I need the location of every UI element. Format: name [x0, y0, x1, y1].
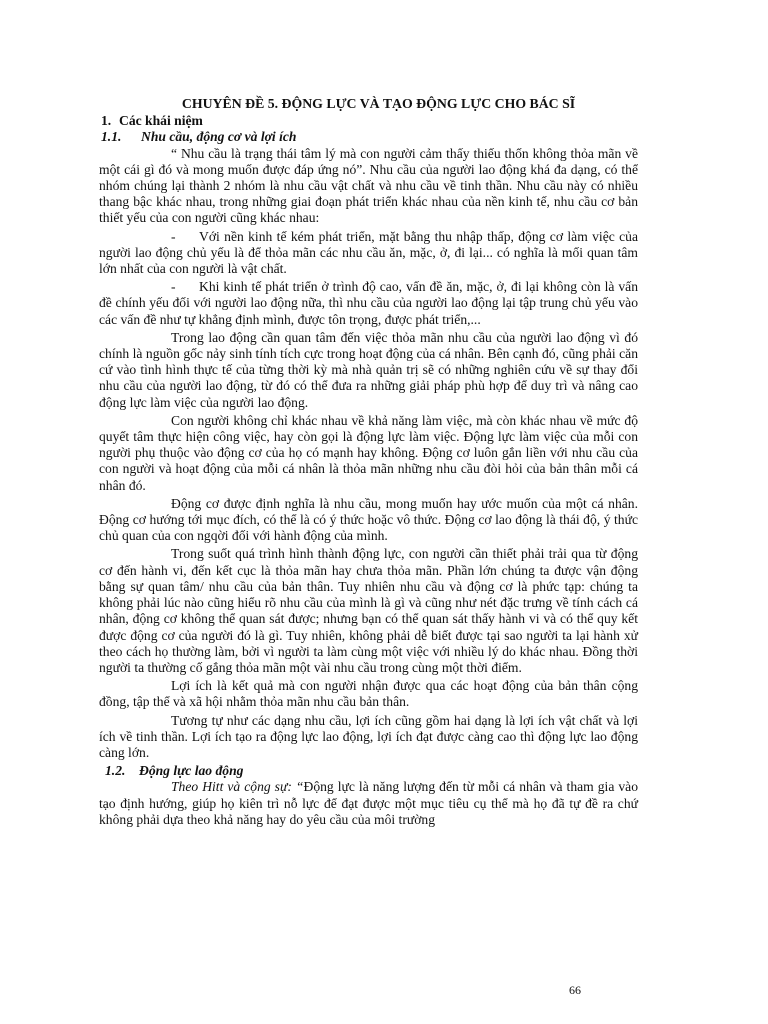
page-number: 66	[569, 983, 581, 997]
subsection-heading-1-2	[99, 763, 638, 779]
paragraph: Lợi ích là kết quả mà con người nhận được qua các hoạt động của bản thân cộng đồng, tập thể và xã hội nhằm thỏa mãn nhu cầu bản thân.	[99, 678, 638, 710]
bullet-dash: -	[171, 228, 176, 244]
quote-text: Động lực là năng lượng đến từ mỗi cá nhân và tham gia vào tạo định hướng, giúp họ kiên trì nỗ lực để đạt được một mục tiêu cụ thể mà họ đã tự đề ra chứ không phải dựa theo khả năng hay do yêu cầu của môi trường	[99, 779, 638, 827]
bullet-text: Khi kinh tế phát triển ở trình độ cao, vấn đề ăn, mặc, ở, đi lại không còn là vấn đề chính yếu đối với người lao động nữa, thì nhu cầu của người lao động lại tập trung chủ yếu vào các vấn đề như tự khẳng định mình, được tôn trọng, được phát triển,...	[99, 279, 638, 327]
subsection-label: Nhu cầu, động cơ và lợi ích	[141, 129, 297, 145]
page-title: CHUYÊN ĐỀ 5. ĐỘNG LỰC VÀ TẠO ĐỘNG LỰC CHO BÁC SĨ	[181, 96, 576, 111]
citation-italic: Theo Hitt và cộng sự: “	[171, 779, 304, 795]
paragraph: Tương tự như các dạng nhu cầu, lợi ích cũng gồm hai dạng là lợi ích vật chất và lợi ích về tinh thần. Lợi ích tạo ra động lực lao động, lợi ích đạt được càng cao thì động lực lao động càng lớn.	[99, 712, 638, 760]
subsection-label: Động lực lao động	[139, 763, 244, 779]
paragraph: Con người không chỉ khác nhau về khả năng làm việc, mà còn khác nhau về mức độ quyết tâm thực hiện công việc, hay còn gọi là động lực làm việc. Động lực làm việc của mỗi con người phụ thuộc vào động cơ của họ có mạnh hay không. Động cơ luôn gắn liền với nhu cầu của con người và hoạt động của mỗi cá nhân là thỏa mãn những nhu cầu đòi hỏi của bản thân mỗi cá nhân đó.	[99, 412, 638, 493]
bullet-item	[99, 229, 638, 278]
section-label: Các khái niệm	[119, 113, 203, 129]
subsection-number: 1.2.	[105, 763, 126, 779]
paragraph: Trong lao động cần quan tâm đến việc thỏa mãn nhu cầu của người lao động vì đó chính là nguồn gốc nảy sinh tính tích cực trong hoạt động của cá nhân. Bên cạnh đó, cũng phải căn cứ vào tình hình thực tế của từng thời kỳ mà nhà quản trị sẽ có những nghiên cứu về sự thay đổi nhu cầu của người lao động, từ đó có thể đưa ra những giải pháp phù hợp để duy trì và nâng cao động lực làm việc của người lao động.	[99, 329, 638, 410]
bullet-dash: -	[171, 279, 176, 295]
section-heading-1	[99, 113, 638, 129]
paragraph-needs-definition: “ Nhu cầu là trạng thái tâm lý mà con người cảm thấy thiếu thốn không thỏa mãn về một cái gì đó và mong muốn được đáp ứng nó”. Nhu cầu của người lao động khá đa dạng, có thể nhóm chúng lại thành 2 nhóm là nhu cầu vật chất và nhu cầu về tinh thần. Nhu cầu này có nhiều thang bậc khác nhau, trong những giai đoạn phát triển khác nhau của nền kinh tế, nhu cầu cơ bản thiết yếu của con người cũng khác nhau:	[99, 145, 638, 226]
bullet-text: Với nền kinh tế kém phát triển, mặt bằng thu nhập thấp, động cơ làm việc của người lao động chủ yếu là để thỏa mãn các nhu cầu ăn, mặc, ở, đi lại... có nghĩa là mối quan tâm lớn nhất của con người là vật chất.	[99, 228, 638, 277]
section-number: 1.	[101, 113, 112, 129]
paragraph-motivation-definition	[99, 779, 638, 828]
bullet-item	[99, 279, 638, 328]
subsection-heading-1-1	[99, 129, 638, 145]
paragraph: Trong suốt quá trình hình thành động lực, con người cần thiết phải trải qua từ động cơ đến hành vi, đến kết cục là thỏa mãn hay chưa thỏa mãn. Phần lớn chúng ta được vận động bằng sự quan tâm/ nhu cầu của bản thân. Tuy nhiên nhu cầu và động cơ là phức tạp: chúng ta không phải lúc nào cũng hiểu rõ nhu cầu của mình là gì và cũng như nét đặc trưng về tính cách cá nhân, động cơ không thể quan sát được; nhưng bạn có thể quan sát thấy hành vi và có thể quy kết được động cơ của người đó là gì. Tuy nhiên, không phải dễ biết được tại sao người ta lại hành xử theo cách họ thường làm, bởi vì người ta làm cùng một việc với nhiều lý do khác nhau. Đồng thời người ta thường cố gắng thỏa mãn một vài nhu cầu trong cùng một thời điểm.	[99, 546, 638, 675]
subsection-number: 1.1.	[101, 129, 122, 145]
paragraph: Động cơ được định nghĩa là nhu cầu, mong muốn hay ước muốn của một cá nhân. Động cơ hướng tới mục đích, có thể là có ý thức hoặc vô thức. Động cơ lao động là thái độ, ý thức chủ quan của con ngqời đối với hành động của mình.	[99, 495, 638, 544]
